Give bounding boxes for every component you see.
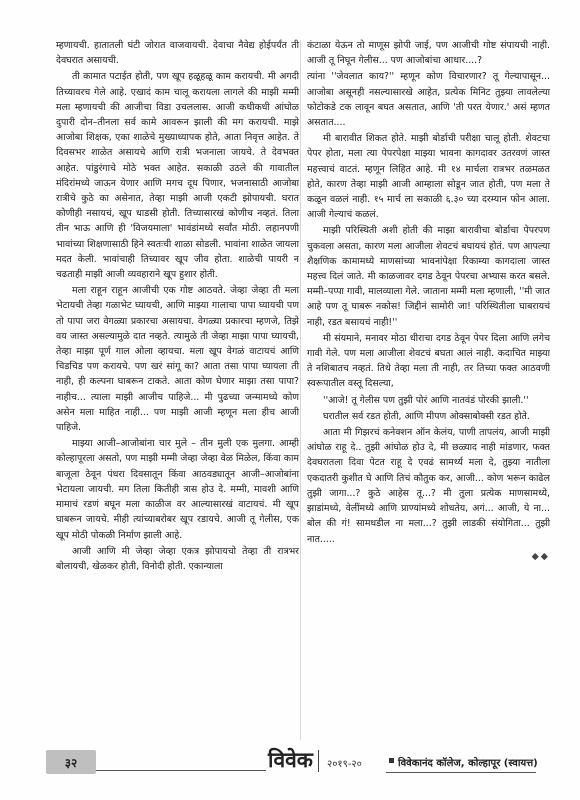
left-paragraph: म्हणायची. हातातली घंटी जोरात वाजवायची. देवाचा नैवेद्य होईपर्यंत ती देवघरात असायची. <box>56 40 299 67</box>
footer-rule-right <box>386 772 536 773</box>
right-paragraph: मी संयमाने, मनावर मोठा धीराचा दगड ठेवून पेपर दिला आणि लगेच गावी गेले. पण मला आजीला शेवटचं बघता आलं नाही. कदाचित माझ्या ते नशिबातच नव्हतं. तिथे तेव्हा मला ती नाही, तर तिच्या फक्त आठवणी स्वरूपातील वस्तू दिसल्या, <box>307 332 550 390</box>
left-paragraph: माझ्या आजी–आजोबांना चार मुले – तीन मुली एक मुलगा. आम्ही कोल्हापूरला असतो, पण माझी मम्मी जेव्हा जेव्हा वेळ मिळेल, किंवा काम बाजूला ठेवून पंधरा दिवसातून किंवा आठवड्यातून आजी–आजोबांना भेटायला जायची. मग तिला कितीही त्रास होउ दे. मम्मी, मावशी आणि मामाचं रडणं बघून मला काळीज वर आल्यासारखं वाटायचं. मी खूप घाबरून जायचे. मीही त्यांच्याबरोबर खूप रडायचे. आजी तू गेलीस, एक खूप मोठी पोकळी निर्माण झाली आहे. <box>56 438 299 541</box>
page-footer <box>0 748 580 800</box>
end-mark: ◆◆ <box>531 550 550 562</box>
right-paragraph: त्यांना ''जेवलात काय?'' म्हणून कोण विचारणार? तू गेल्यापासून... आजोबा असूनही नसल्यासारखे आहेत, प्रत्येक मिनिट तुझ्या लावलेल्या फोटोकडे टक लावून बघत असतात, आणि 'ती परत येणार.' असं म्हणत असतात.... <box>307 71 550 129</box>
logo-separator <box>318 750 319 772</box>
college-name: विवेकानंद कॉलेज, कोल्हापूर (स्वायत्त) <box>398 758 538 769</box>
right-paragraph: ''आजे! तू गेलीस पण तुझी पोरं आणि नातवंडं पोरकी झाली.'' <box>323 394 529 406</box>
magazine-logo: विवेक <box>268 747 313 772</box>
right-paragraph: आता मी गिझरचं कनेक्शन ऑन केलंय, पाणी तापलंय, आजी माझी आंघोळ राहू दे.. तुझी आंघोळ होउ दे, मी छळ्याद नाही मांडणार, फक्त देवघरातला दिवा पेटत राहू दे एवढं सामर्थ्य मला दे, तुझ्या नातीला एकदातरी कुशीत घे आणि तिचं कौतुक कर, आजी... कोण भरून काढेल तुझी जागा...? कुठे आहेस तू...? मी तुला प्रत्येक माणसामध्ये, झाडांमध्ये, वेलींमध्ये आणि प्राण्यांमध्ये शोधतेय, अगं... आजी, ये ना... बोल की गं! सामधडील ना मला...? तुझी लाडकी संयोगिता... तुझी नात..... <box>307 427 550 545</box>
left-paragraph: ती कामात पटाईत होती, पण खूप हळूहळू काम करायची. मी अगदी तिच्यावरच गेले आहे. एखादं काम चालू करायला लागले की माझी मम्मी मला म्हणायची की आजीचा विडा उचललास. आजी कधीकधी आंघोळ दुपारी दोन–तीनला सर्व कामे आवरून झाली की मग करायची. माझे आजोबा शिक्षक, एका शाळेचे मुख्याध्यापक होते, आता निवृत्त आहेत. ते दिवसभर शाळेत असायचे आणि रात्री भजनाला जायचे. ते देवभक्त आहेत. पांडुरंगाचे मोठे भक्त आहेत. सकाळी उठले की गावातील मंदिरांमध्ये जाऊन येणार आणि मगच दूध पिणार, भजनासाठी आजोबा रात्रीचे कुठे का असेनात, तेव्हा माझी आजी एकटी झोपायची. घरात कोणीही नसायचं, खूप धाडसी होती. तिच्यासारखं कोणीच नव्हतं. तिला तीन भाऊ आणि ही 'विजयमाला' भावंडांमध्ये सर्वांत मोठी. लहानपणी भावांच्या शिक्षणासाठी हिने स्वतःची शाळा सोडली. भावांना शाळेत जायला मदत केली. भावांचाही तिच्यावर खूप जीव होता. शाळेची पायरी न चढताही माझी आजी व्यवहाराने खूप हुशार होती. <box>56 71 299 281</box>
right-paragraph: मी बारावीत शिकत होते. माझी बोर्डाची परीक्षा चालू होती. शेवटचा पेपर होता, मला त्या पेपरपेक्षा माझ्या भावना कागदावर उतरवणं जास्त महत्त्वाचं वाटतं. म्हणून लिहित आहे. मी १४ मार्चला रात्रभर तळमळत होते, कारण तेव्हा माझी आजी आम्हाला सोडून जात होती, पण मला ते कळून वळलं नाही. १५ मार्च ला सकाळी ६.३० च्या दरम्यान फोन आला. आजी गेल्याचं कळलं. <box>307 133 550 221</box>
right-paragraph: कंटाळा येऊन तो माणूस झोपी जाई, पण आजीची गोष्ट संपायची नाही. आजी तू निघून गेलीस... पण आजोबांचा आधार....? <box>307 40 550 67</box>
footer-rule-left <box>96 770 266 771</box>
page-number: ३२ <box>46 750 96 774</box>
right-paragraph: माझी परिस्थिती अशी होती की माझा बारावीचा बोर्डाचा पेपरपण चुकवला असता, कारण मला आजीला शेवटचं बघायचं होतं. पण आपल्या शैक्षणिक कामामध्ये माणसांच्या भावनांपेक्षा रिकाम्या कागदाला जास्त महत्त्व दिलं जाते. मी काळजावर दगड ठेवून पेपरचा अभ्यास करत बसले. मम्मी–पप्पा गावी, मालव्याला गेले. जाताना मम्मी मला म्हणाली, ''मी जात आहे पण तू घाबरू नकोस! जिद्दीनं सामोरी जा! परिस्थितीला घाबरायचं नाही, रडत बसायचं नाही!'' <box>307 225 550 328</box>
left-paragraph: मला राहून राहून आजीची एक गोष्ट आठवते. जेव्हा जेव्हा ती मला भेटायची तेव्हा गळाभेट घ्यायची, आणि माझ्या गालाचा पापा घ्यायची पण तो पापा जरा वेगळ्या प्रकारचा असायचा. वेगळ्या प्रकारचा म्हणजे, तिझे वय जास्त असल्यामुळे दात नव्हते. त्यामुळे ती जेव्हा माझा पापा घ्यायची, तेव्हा माझा पूर्ण गाल ओला व्हायचा. मला खूप वेगळं वाटायचं आणि चिडचिड पण करायचे. पण खरं सांगू का? आता तसा पापा घ्यायला ती नाही, ही कल्पना घाबरून टाकते. आता कोण घेणार माझा तसा पापा? नाहीच... त्याला माझी आजीच पाहिजे... मी पुढच्या जन्मामध्ये कोण असेन मला माहित नाही... पण माझी आजी म्हणून मला हीच आजी पाहिजे. <box>56 285 299 434</box>
footer-bullet <box>389 758 394 763</box>
magazine-year: २०१९-२० <box>327 759 362 770</box>
right-paragraph: घरातील सर्व रडत होती, आणि मीपण ओक्साबोक्सी रडत होते. <box>323 410 530 422</box>
left-paragraph: आजी आणि मी जेव्हा जेव्हा एकत्र झोपायचो तेव्हा ती रात्रभर बोलायची, खेळकर होती, विनोदी होती. एकान्याला <box>56 545 299 572</box>
left-column <box>56 38 299 575</box>
column-divider <box>300 40 301 740</box>
right-column <box>307 38 550 565</box>
